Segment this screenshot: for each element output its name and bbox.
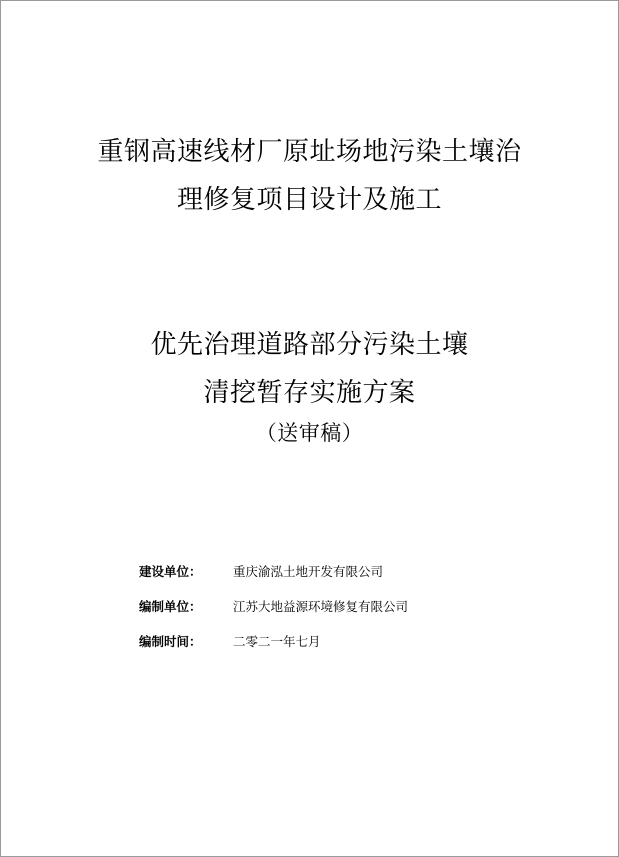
project-title-line-1: 重钢高速线材厂原址场地污染土壤治 bbox=[97, 137, 522, 167]
compiling-date-label: 编制时间： bbox=[139, 634, 202, 649]
plan-title-line-1: 优先治理道路部分污染土壤 bbox=[150, 330, 469, 360]
draft-status: （送审稿） bbox=[255, 421, 364, 445]
construction-unit-value: 重庆渝泓土地开发有限公司 bbox=[233, 564, 384, 579]
compiling-unit-label: 编制单位： bbox=[139, 599, 202, 614]
project-title-line-2: 理修复项目设计及施工 bbox=[176, 185, 442, 215]
compiling-unit-value: 江苏大地益源环境修复有限公司 bbox=[233, 599, 409, 614]
plan-title-line-2: 清挖暂存实施方案 bbox=[203, 378, 416, 408]
compiling-date-value: 二零二一年七月 bbox=[233, 634, 321, 649]
construction-unit-label: 建设单位： bbox=[139, 564, 202, 579]
